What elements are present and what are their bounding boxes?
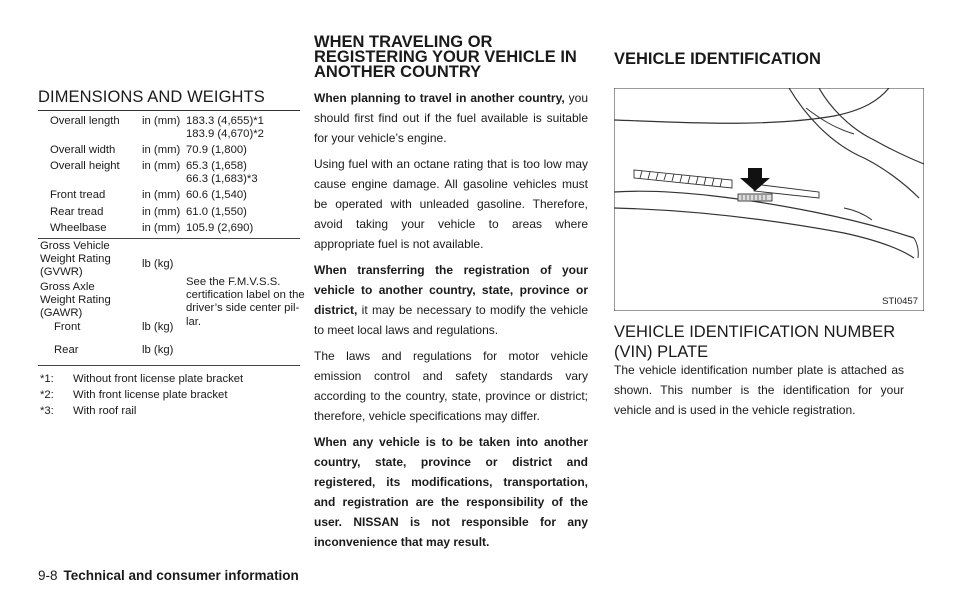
dim-unit: in (mm) — [142, 115, 181, 127]
heading-traveling: WHEN TRAVELING OR REGISTERING YOUR VEHICLE IN ANOTHER COUNTRY — [314, 33, 577, 82]
section-title-dimensions: DIMENSIONS AND WEIGHTS — [38, 88, 265, 106]
heading-vehicle-identification: VEHICLE IDENTIFICATION — [614, 50, 821, 68]
vin-plate-illustration — [614, 88, 924, 311]
footnote: *3: With roof rail — [40, 404, 137, 417]
figure-code: STI0457 — [882, 296, 918, 307]
dim-label: Overall height — [50, 160, 120, 172]
dim-value: 70.9 (1,800) — [186, 144, 247, 156]
paragraph: The laws and regulations for motor vehicle emission control and safety standards vary according to the country, state, province or district; therefore, vehicle specifications may differ. — [314, 349, 588, 423]
table-bottom-rule — [38, 365, 300, 366]
dim-label: Overall length — [50, 115, 120, 127]
footnote: *2: With front license plate bracket — [40, 388, 228, 401]
dim-unit: in (mm) — [142, 160, 181, 172]
gawr-label: Gross Axle Weight Rating (GAWR) — [40, 281, 111, 320]
dim-unit: in (mm) — [142, 206, 181, 218]
gawr-front-label: Front — [54, 321, 81, 333]
weight-rating-note: See the F.M.V.S.S. certification label on the driver’s side center pil- lar. — [186, 276, 305, 328]
gvwr-label: Gross Vehicle Weight Rating (GVWR) — [40, 240, 111, 279]
title-rule — [38, 110, 300, 111]
table-divider — [38, 238, 300, 239]
gawr-front-unit: lb (kg) — [142, 321, 174, 333]
paragraph: When any vehicle is to be taken into another country, state, province or district and registered, its modifications, transportation, and registration are the responsibility of the user. NISSAN is not responsible for any inconvenience that may result. — [314, 435, 588, 549]
dim-label: Overall width — [50, 144, 116, 156]
dim-unit: in (mm) — [142, 144, 181, 156]
dim-unit: in (mm) — [142, 222, 181, 234]
gvwr-unit: lb (kg) — [142, 258, 174, 270]
dim-value: 183.3 (4,655)*1 — [186, 115, 264, 127]
dim-value-alt: 183.9 (4,670)*2 — [186, 128, 264, 140]
dim-label: Wheelbase — [50, 222, 107, 234]
travel-text — [314, 88, 588, 558]
gawr-rear-label: Rear — [54, 344, 79, 356]
page-number: 9-8 — [38, 568, 58, 583]
paragraph: When transferring the registration of your vehicle to another country, state, province or district, it may be necessary to modify the vehicle to meet local laws and regulations. — [314, 263, 588, 337]
dim-value: 61.0 (1,550) — [186, 206, 247, 218]
dim-value: 105.9 (2,690) — [186, 222, 254, 234]
chapter-title: Technical and consumer information — [63, 568, 299, 583]
page-footer — [38, 568, 299, 583]
dim-value: 65.3 (1,658) — [186, 160, 247, 172]
vin-plate-text: The vehicle identification number plate is attached as shown. This number is the identification for your vehicle and is used in the vehicle registration. — [614, 363, 904, 417]
paragraph: When planning to travel in another country, you should first find out if the fuel available is suitable for your vehicle’s engine. — [314, 91, 588, 145]
dim-label: Rear tread — [50, 206, 104, 218]
heading-vin-plate: VEHICLE IDENTIFICATION NUMBER (VIN) PLATE — [614, 323, 896, 361]
vin-plate-drawing — [614, 88, 924, 311]
footnote: *1: Without front license plate bracket — [40, 373, 244, 385]
dim-value: 60.6 (1,540) — [186, 189, 247, 201]
footnotes — [40, 372, 243, 419]
dim-unit: in (mm) — [142, 189, 181, 201]
gawr-rear-unit: lb (kg) — [142, 344, 174, 356]
dim-value-alt: 66.3 (1,683)*3 — [186, 173, 258, 185]
paragraph: Using fuel with an octane rating that is too low may cause engine damage. All gasoline vehicles must be operated with unleaded gasoline. Therefore, avoid taking your vehicle to areas where appropriate fuel is not available. — [314, 157, 588, 251]
dim-label: Front tread — [50, 189, 106, 201]
